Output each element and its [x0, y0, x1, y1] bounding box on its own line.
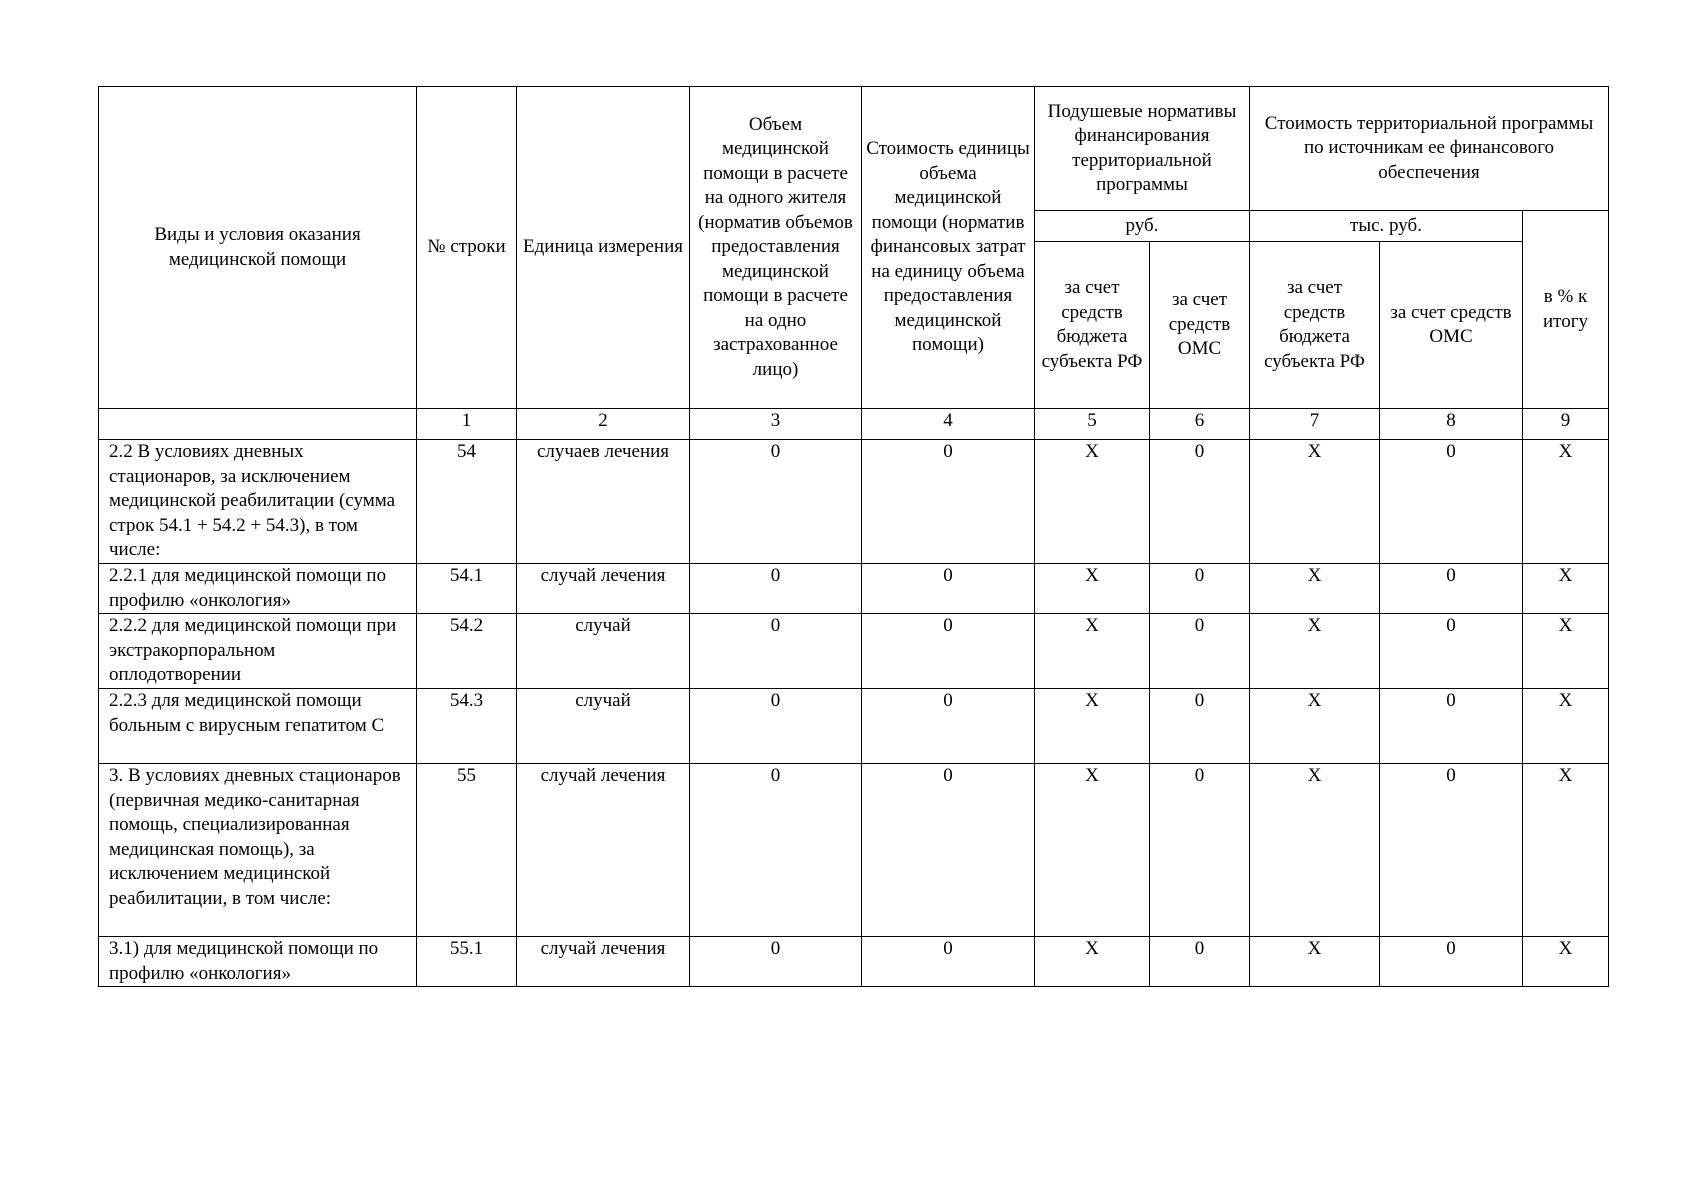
row-col-4: 0 — [862, 689, 1035, 764]
column-number-0 — [99, 409, 417, 440]
row-number: 54.1 — [417, 564, 517, 614]
row-col-9: X — [1523, 764, 1609, 937]
row-col-9: X — [1523, 937, 1609, 987]
column-number-4: 4 — [862, 409, 1035, 440]
row-col-7: X — [1250, 764, 1380, 937]
column-number-8: 8 — [1380, 409, 1523, 440]
header-unit-rub: руб. — [1035, 211, 1250, 242]
header-oms-thousand: за счет средств ОМС — [1380, 242, 1523, 409]
header-percent-total: в % к итогу — [1523, 211, 1609, 409]
row-col-3: 0 — [690, 440, 862, 564]
row-col-3: 0 — [690, 764, 862, 937]
row-col-6: 0 — [1150, 764, 1250, 937]
row-unit: случай лечения — [517, 764, 690, 937]
header-budget-rub: за счет средств бюджета субъекта РФ — [1035, 242, 1150, 409]
row-col-3: 0 — [690, 689, 862, 764]
row-col-5: X — [1035, 440, 1150, 564]
table-row — [99, 689, 1609, 764]
row-col-9: X — [1523, 440, 1609, 564]
row-col-6: 0 — [1150, 937, 1250, 987]
row-col-9: X — [1523, 564, 1609, 614]
row-col-9: X — [1523, 689, 1609, 764]
row-number: 55.1 — [417, 937, 517, 987]
row-col-4: 0 — [862, 564, 1035, 614]
column-number-7: 7 — [1250, 409, 1380, 440]
table-row — [99, 440, 1609, 564]
row-col-8: 0 — [1380, 764, 1523, 937]
header-unit-thousand-rub: тыс. руб. — [1250, 211, 1523, 242]
row-name: 2.2.2 для медицинской помощи при экстракорпоральном оплодотворении — [99, 614, 417, 689]
header-volume: Объем медицинской помощи в расчете на одного жителя (норматив объемов предоставления медицинской помощи в расчете на одно застрахованное лицо) — [690, 87, 862, 409]
row-col-7: X — [1250, 564, 1380, 614]
header-kind: Виды и условия оказания медицинской помощи — [99, 87, 417, 409]
row-unit: случай — [517, 614, 690, 689]
row-col-3: 0 — [690, 614, 862, 689]
header-cost-sources-group: Стоимость территориальной программы по источникам ее финансового обеспечения — [1250, 87, 1609, 211]
table-row — [99, 764, 1609, 937]
header-per-capita-group: Подушевые нормативы финансирования территориальной программы — [1035, 87, 1250, 211]
header-oms-rub: за счет средств ОМС — [1150, 242, 1250, 409]
row-col-8: 0 — [1380, 937, 1523, 987]
row-col-4: 0 — [862, 440, 1035, 564]
row-number: 54.3 — [417, 689, 517, 764]
header-budget-thousand: за счет средств бюджета субъекта РФ — [1250, 242, 1380, 409]
row-col-6: 0 — [1150, 689, 1250, 764]
row-number: 54.2 — [417, 614, 517, 689]
header-row-number: № строки — [417, 87, 517, 409]
header-row-1 — [99, 87, 1609, 211]
row-col-7: X — [1250, 689, 1380, 764]
row-col-5: X — [1035, 689, 1150, 764]
row-col-5: X — [1035, 764, 1150, 937]
row-name: 3.1) для медицинской помощи по профилю «онкология» — [99, 937, 417, 987]
table-row — [99, 614, 1609, 689]
row-col-8: 0 — [1380, 564, 1523, 614]
row-unit: случаев лечения — [517, 440, 690, 564]
row-col-8: 0 — [1380, 440, 1523, 564]
row-col-3: 0 — [690, 564, 862, 614]
row-col-7: X — [1250, 937, 1380, 987]
row-name: 3. В условиях дневных стационаров (первичная медико-санитарная помощь, специализированная медицинская помощь), за исключением медицинской реабилитации, в том числе: — [99, 764, 417, 937]
territorial-program-table — [98, 86, 1609, 987]
column-number-2: 2 — [517, 409, 690, 440]
column-number-1: 1 — [417, 409, 517, 440]
column-number-5: 5 — [1035, 409, 1150, 440]
row-col-6: 0 — [1150, 440, 1250, 564]
row-col-3: 0 — [690, 937, 862, 987]
header-unit-cost: Стоимость единицы объема медицинской помощи (норматив финансовых затрат на единицу объема предоставления медицинской помощи) — [862, 87, 1035, 409]
row-col-4: 0 — [862, 764, 1035, 937]
row-col-5: X — [1035, 937, 1150, 987]
row-col-5: X — [1035, 564, 1150, 614]
row-name: 2.2.1 для медицинской помощи по профилю «онкология» — [99, 564, 417, 614]
row-unit: случай лечения — [517, 564, 690, 614]
row-col-8: 0 — [1380, 614, 1523, 689]
header-unit: Единица измерения — [517, 87, 690, 409]
row-unit: случай — [517, 689, 690, 764]
row-col-7: X — [1250, 614, 1380, 689]
row-col-8: 0 — [1380, 689, 1523, 764]
row-number: 54 — [417, 440, 517, 564]
table-row — [99, 937, 1609, 987]
column-number-6: 6 — [1150, 409, 1250, 440]
row-col-6: 0 — [1150, 564, 1250, 614]
column-number-3: 3 — [690, 409, 862, 440]
row-col-6: 0 — [1150, 614, 1250, 689]
row-name: 2.2.3 для медицинской помощи больным с вирусным гепатитом С — [99, 689, 417, 764]
row-number: 55 — [417, 764, 517, 937]
row-col-4: 0 — [862, 614, 1035, 689]
row-col-4: 0 — [862, 937, 1035, 987]
row-col-9: X — [1523, 614, 1609, 689]
row-name: 2.2 В условиях дневных стационаров, за исключением медицинской реабилитации (сумма строк 54.1 + 54.2 + 54.3), в том числе: — [99, 440, 417, 564]
column-number-9: 9 — [1523, 409, 1609, 440]
column-number-row — [99, 409, 1609, 440]
row-col-5: X — [1035, 614, 1150, 689]
row-col-7: X — [1250, 440, 1380, 564]
table-row — [99, 564, 1609, 614]
row-unit: случай лечения — [517, 937, 690, 987]
